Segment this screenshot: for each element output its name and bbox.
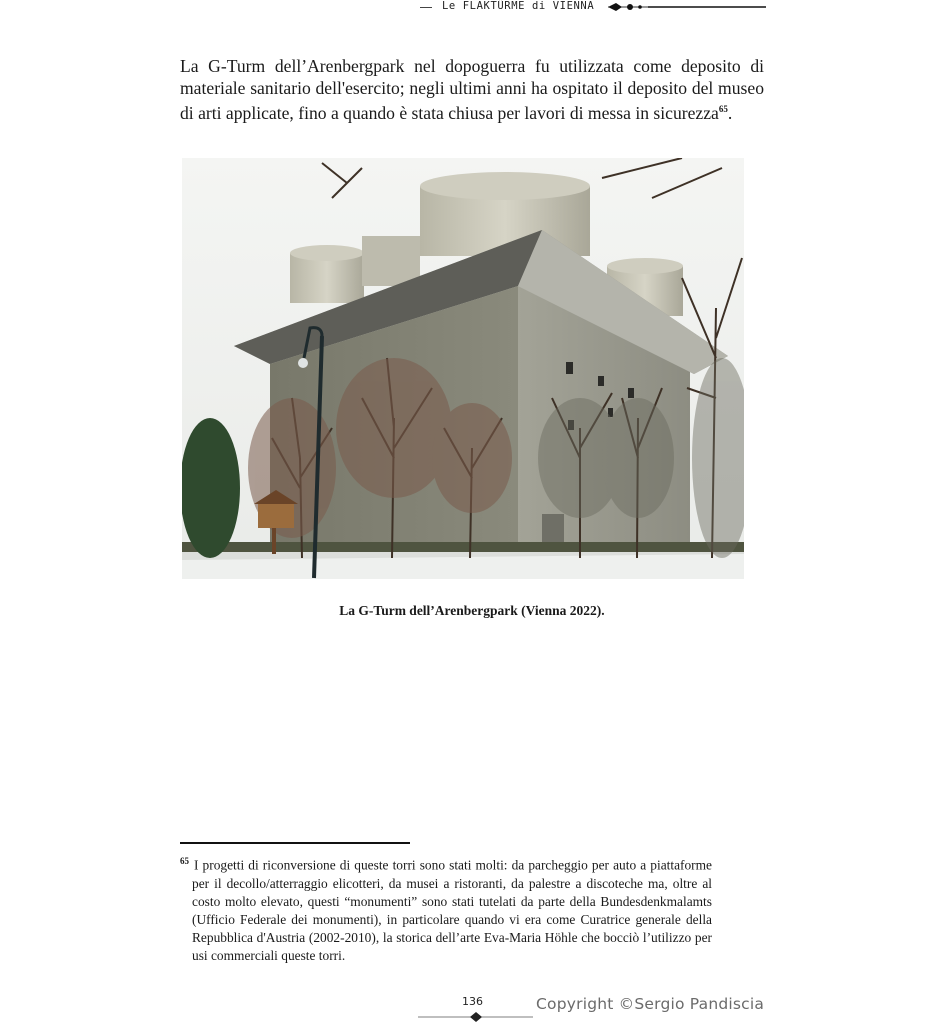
figure-caption: La G-Turm dell’Arenbergpark (Vienna 2022). [339,603,605,618]
page-number: 136 [462,995,483,1008]
running-header [420,0,765,16]
footnote-text: I progetti di riconversione di queste torri sono stati molti: da parcheggio per auto a piattaforme per il decollo/atterraggio elicotteri, da musei a ristoranti, da palestre a discoteche ma, oltre al costo molto elevato, questi “monumenti” sono stati tutelati da parte della Bundesdenkmalamts (Ufficio Federale dei monumenti), in particolare quando vi era come Curatrice generale della Repubblica d'Austria (2002-2010), la storica dell’arte Eva-Maria Höhle che bocciò l’utilizzo per usi commerciali queste torri. [192,857,712,964]
header-rule [420,7,432,8]
flak-tower-photo [182,158,744,579]
footnote-separator [180,842,410,844]
copyright-notice: Copyright ©Sergio Pandiscia [536,995,765,1013]
footer-ornament [418,1011,533,1023]
running-title: Le FLAKTÜRME di VIENNA [442,0,595,12]
body-paragraph-end: . [727,102,733,123]
footnote-reference: 65 [718,104,728,114]
body-paragraph [180,56,764,124]
body-paragraph-text: La G-Turm dell’Arenbergpark nel dopoguerra fu utilizzata come deposito di materiale sanitario dell'esercito; negli ultimi anni ha ospitato il deposito del museo di arti applicate, fino a quando è stata chiusa per lavori di messa in sicurezza [180,56,764,123]
footnote-number: 65 [180,856,189,866]
footnote [180,852,712,966]
header-ornament [608,1,766,13]
